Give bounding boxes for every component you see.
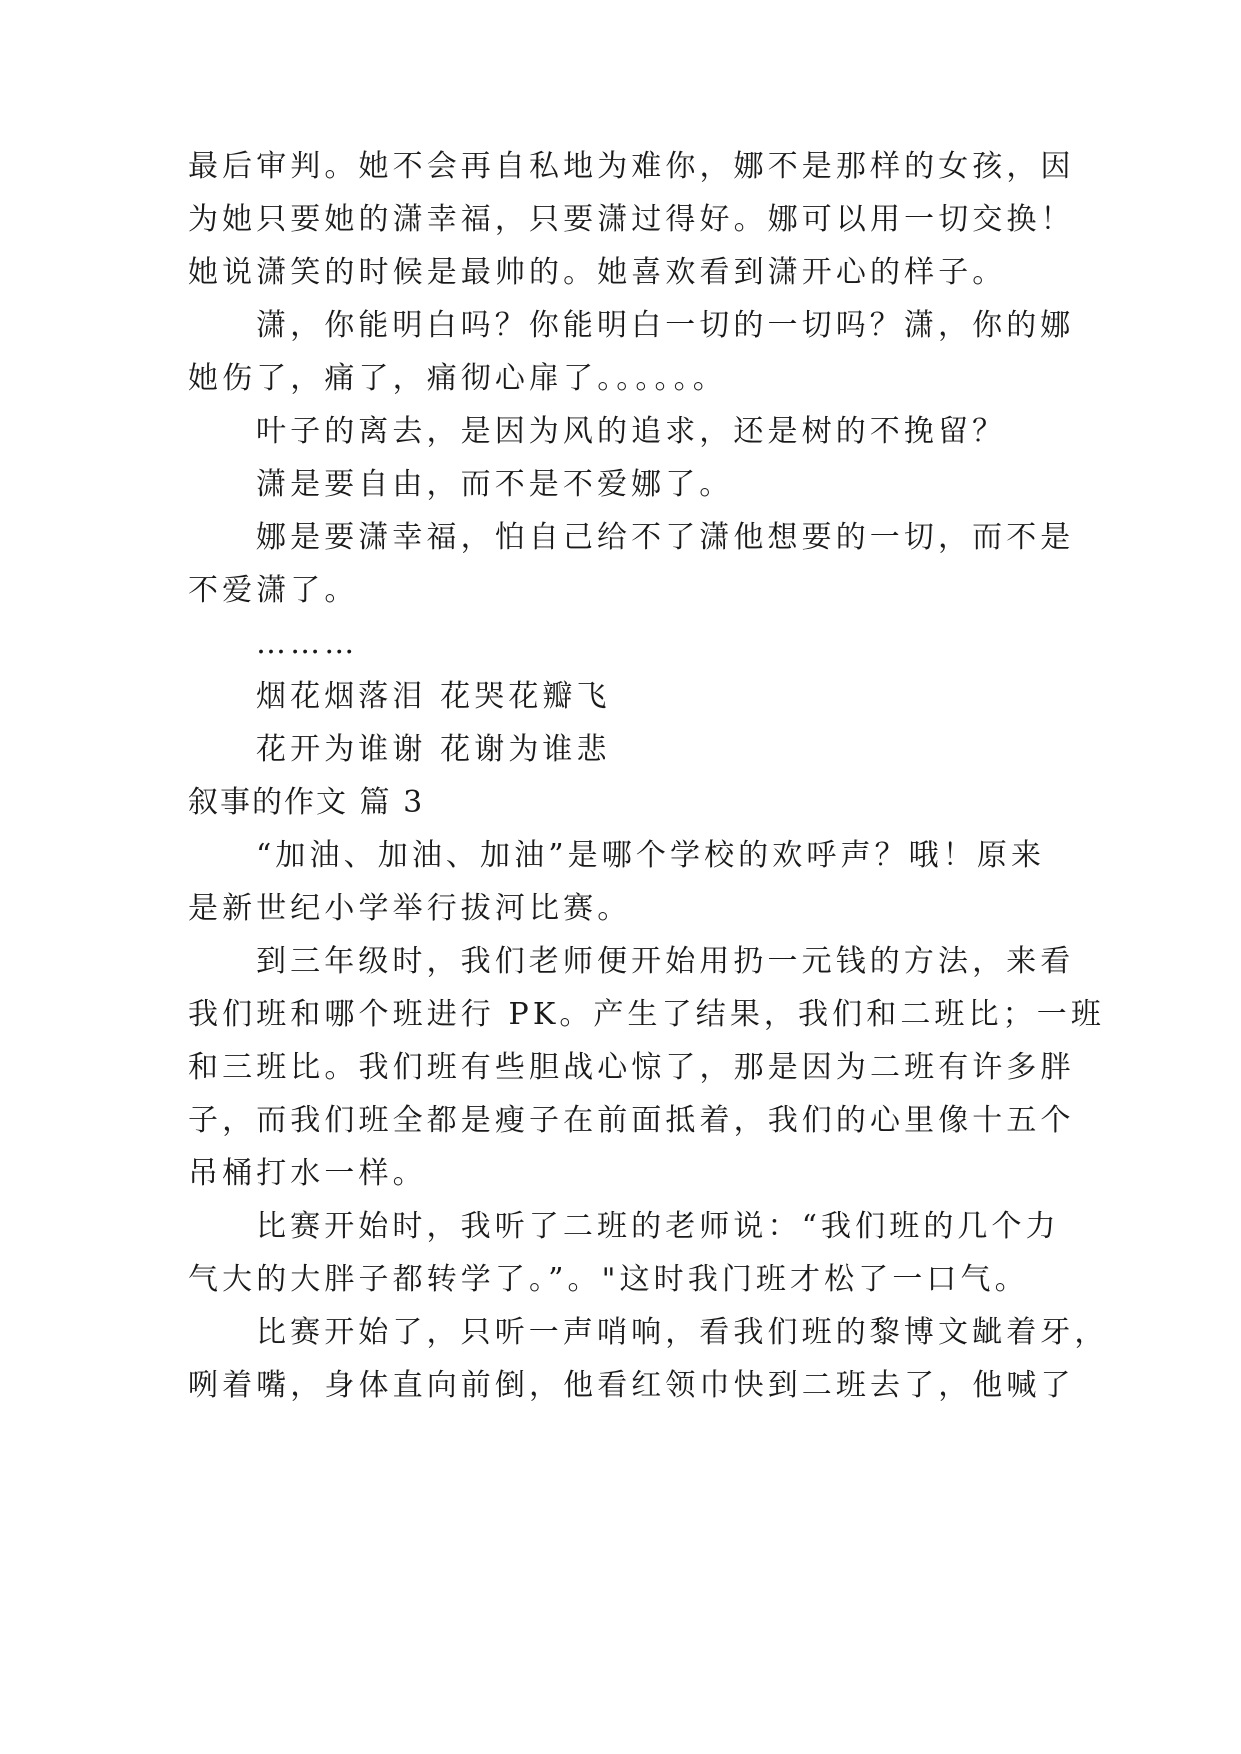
paragraph-line: 潇，你能明白吗？你能明白一切的一切吗？潇，你的娜	[256, 308, 1075, 343]
paragraph-line: 比赛开始时，我听了二班的老师说：“我们班的几个力	[256, 1209, 1060, 1244]
paragraph-line: 不爱潇了。	[188, 573, 359, 608]
paragraph-line: 和三班比。我们班有些胆战心惊了，那是因为二班有许多胖	[188, 1050, 1075, 1085]
paragraph-line: 到三年级时，我们老师便开始用扔一元钱的方法，来看	[256, 944, 1075, 979]
paragraph-line: 潇是要自由，而不是不爱娜了。	[256, 467, 734, 502]
paragraph-line: 叶子的离去，是因为风的追求，还是树的不挽留？	[256, 414, 1007, 449]
paragraph-line: 是新世纪小学举行拔河比赛。	[188, 891, 632, 926]
paragraph-line: 她伤了，痛了，痛彻心扉了。。。。。。	[188, 361, 727, 396]
ellipsis-line: ………	[256, 626, 359, 661]
paragraph-line: 最后审判。她不会再自私地为难你，娜不是那样的女孩，因	[188, 149, 1075, 184]
paragraph-line: 娜是要潇幸福，怕自己给不了潇他想要的一切，而不是	[256, 520, 1075, 555]
paragraph-line: 气大的大胖子都转学了。”。"这时我门班才松了一口气。	[188, 1262, 1029, 1297]
paragraph-line: 她说潇笑的时候是最帅的。她喜欢看到潇开心的样子。	[188, 255, 1007, 290]
paragraph-line: 吊桶打水一样。	[188, 1156, 427, 1191]
paragraph-line: 比赛开始了，只听一声哨响，看我们班的黎博文龇着牙，	[256, 1315, 1109, 1350]
paragraph-line: 我们班和哪个班进行 PK。产生了结果，我们和二班比；一班	[188, 997, 1105, 1032]
paragraph-line: 为她只要她的潇幸福，只要潇过得好。娜可以用一切交换！	[188, 202, 1075, 237]
paragraph-line: 子，而我们班全都是瘦子在前面抵着，我们的心里像十五个	[188, 1103, 1075, 1138]
section-heading: 叙事的作文 篇 3	[188, 785, 425, 820]
poem-line: 花开为谁谢 花谢为谁悲	[256, 732, 611, 767]
paragraph-line: “加油、加油、加油”是哪个学校的欢呼声？哦！原来	[256, 838, 1046, 873]
poem-line: 烟花烟落泪 花哭花瓣飞	[256, 679, 611, 714]
paragraph-line: 咧着嘴，身体直向前倒，他看红领巾快到二班去了，他喊了	[188, 1368, 1075, 1403]
